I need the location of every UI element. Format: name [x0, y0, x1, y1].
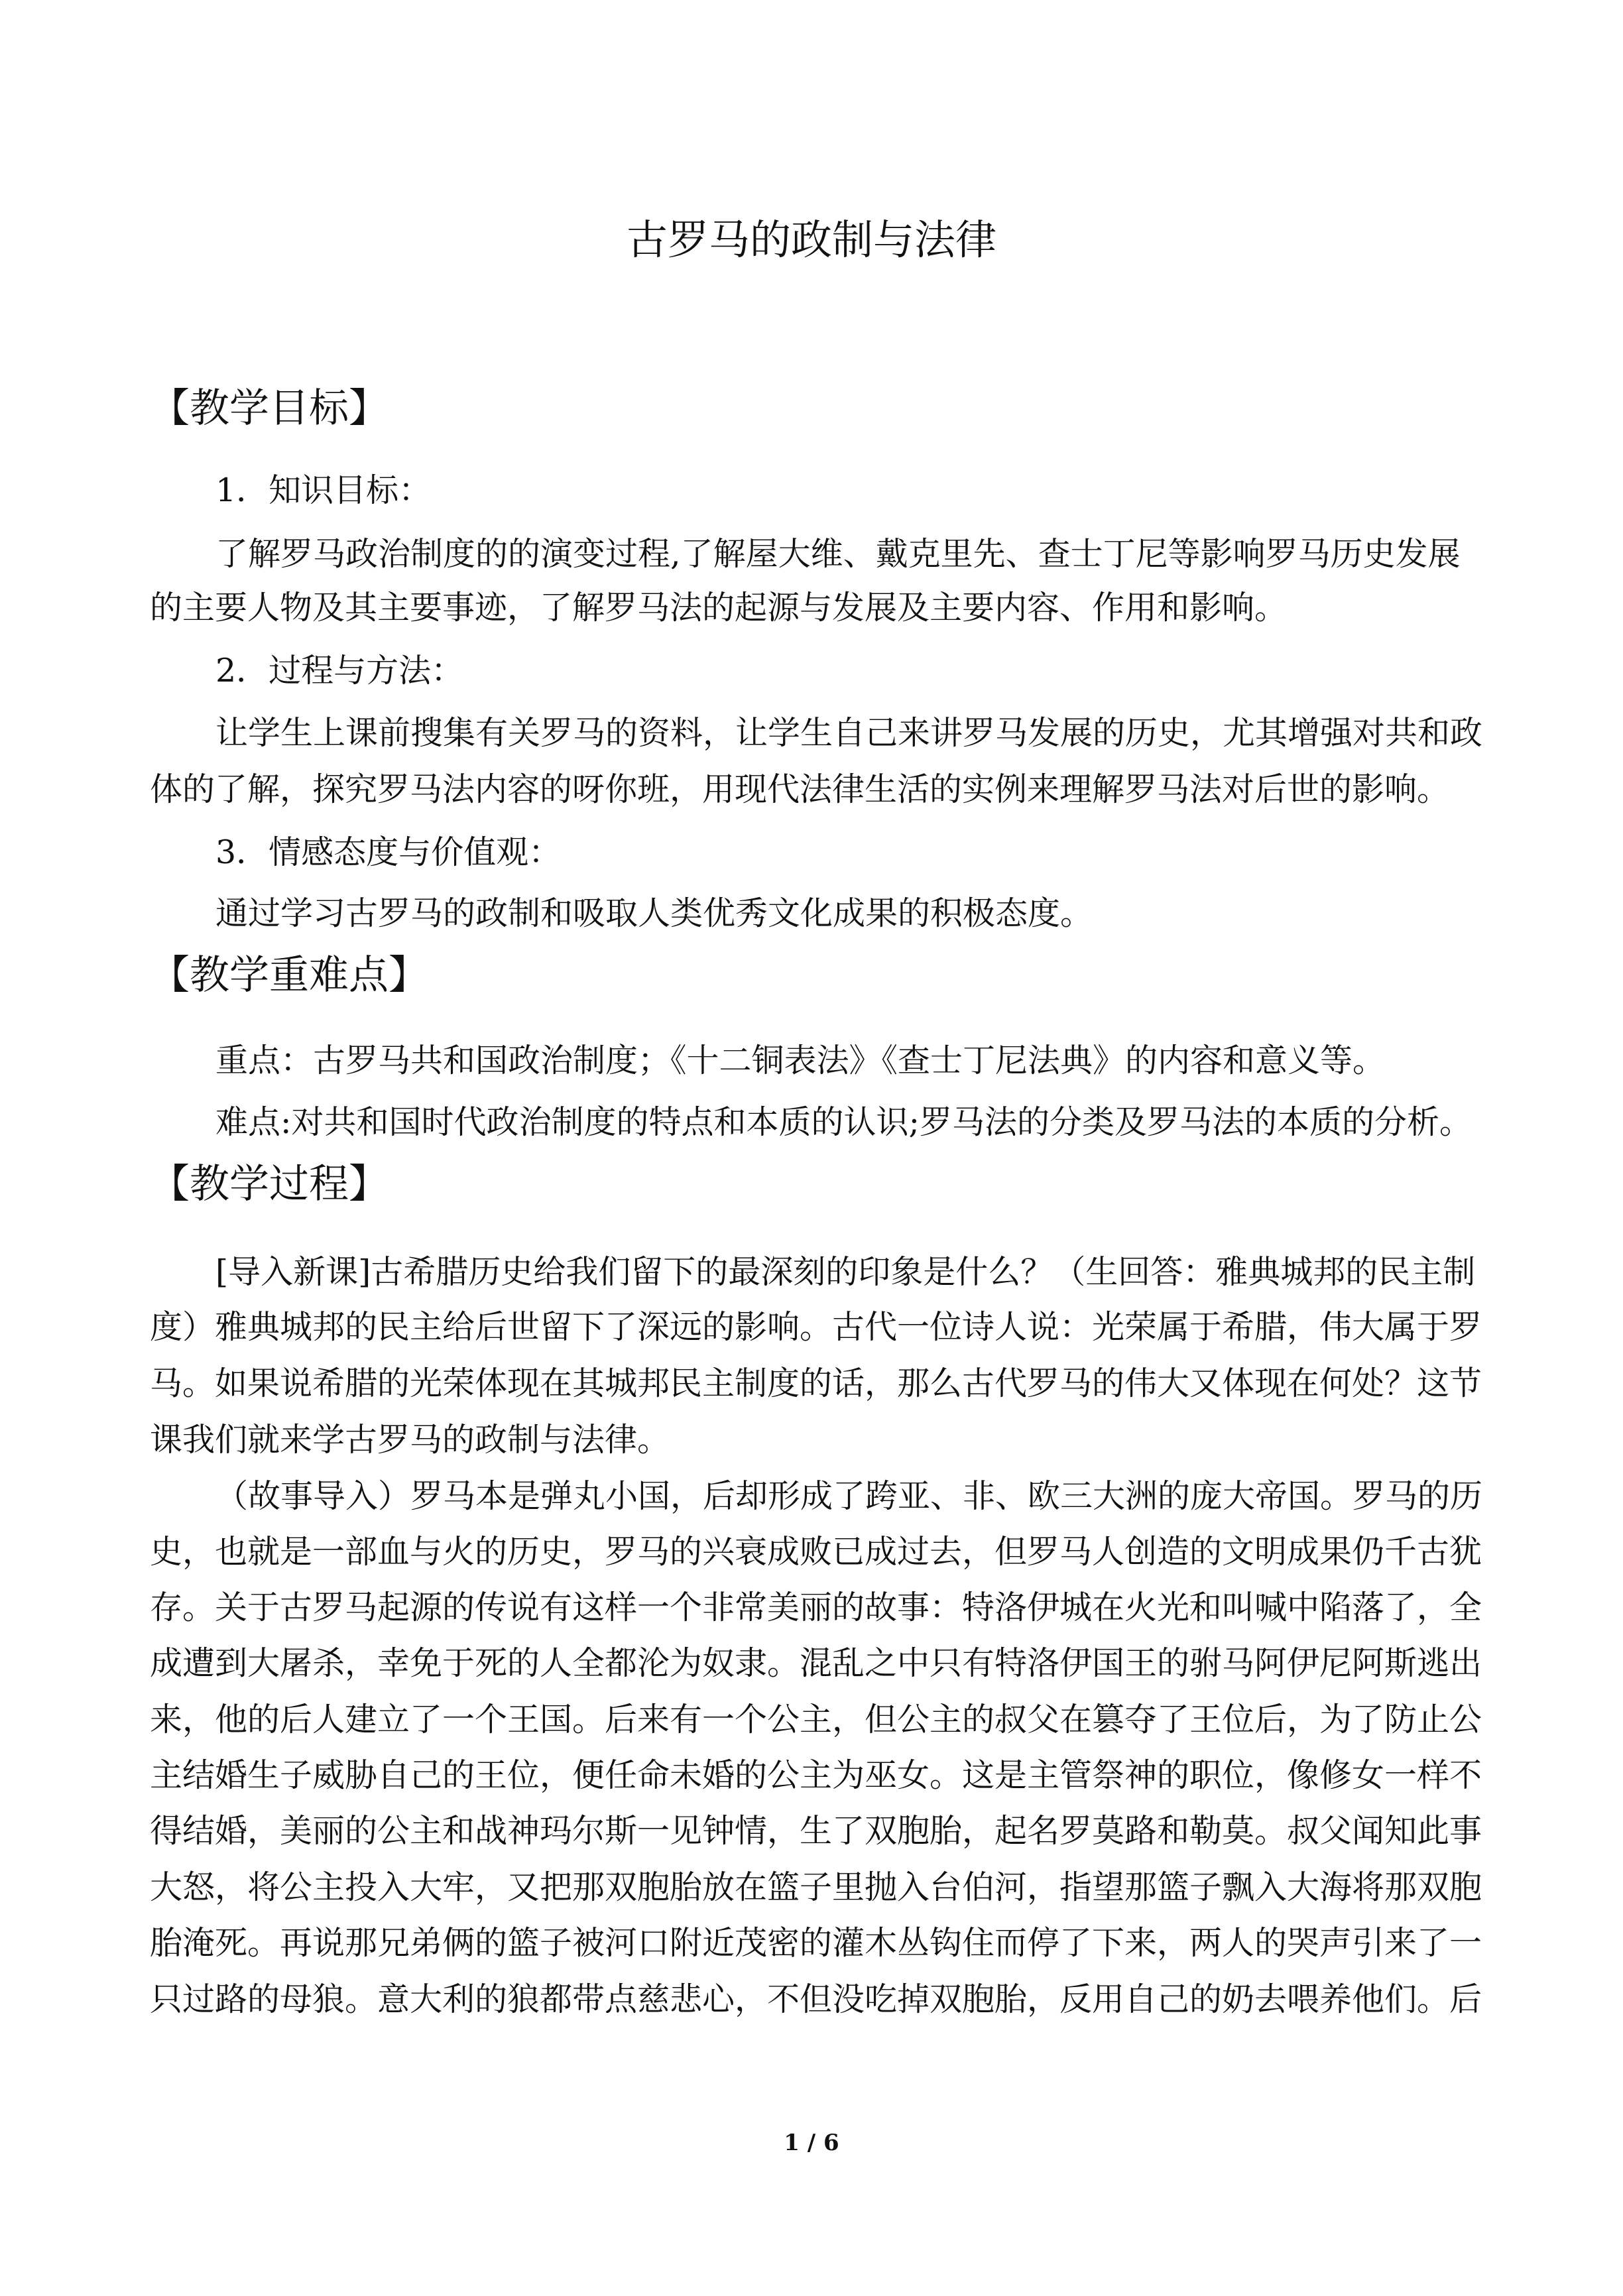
paragraph-line: 大怒，将公主投入大牢，又把那双胞胎放在篮子里抛入台伯河，指望那篮子飘入大海将那双胞	[150, 1868, 1482, 1906]
paragraph-line: 1．知识目标：	[215, 471, 432, 509]
paragraph-line: 史，也就是一部血与火的历史，罗马的兴衰成败已成过去，但罗马人创造的文明成果仍千古犹	[150, 1533, 1482, 1571]
paragraph-line: 重点：古罗马共和国政治制度；《十二铜表法》《查士丁尼法典》的内容和意义等。	[215, 1042, 1386, 1079]
paragraph-line: 让学生上课前搜集有关罗马的资料，让学生自己来讲罗马发展的历史，尤其增强对共和政	[215, 714, 1483, 752]
paragraph-line: 通过学习古罗马的政制和吸取人类优秀文化成果的积极态度。	[215, 894, 1093, 932]
paragraph-line: 度）雅典城邦的民主给后世留下了深远的影响。古代一位诗人说：光荣属于希腊，伟大属于罗	[150, 1308, 1482, 1346]
paragraph-line: 体的了解，探究罗马法内容的呀你班，用现代法律生活的实例来理解罗马法对后世的影响。	[150, 770, 1450, 808]
paragraph-line: 难点:对共和国时代政治制度的特点和本质的认识;罗马法的分类及罗马法的本质的分析。	[215, 1103, 1473, 1141]
section-heading-process: 【教学过程】	[150, 1161, 389, 1207]
paragraph-line: 3．情感态度与价值观：	[215, 833, 562, 871]
paragraph-line: 得结婚，美丽的公主和战神玛尔斯一见钟情，生了双胞胎，起名罗莫路和勒莫。叔父闻知此事	[150, 1812, 1482, 1850]
paragraph-line: 只过路的母狼。意大利的狼都带点慈悲心，不但没吃掉双胞胎，反用自己的奶去喂养他们。后	[150, 1980, 1482, 2018]
paragraph-line: 了解罗马政治制度的的演变过程,了解屋大维、戴克里先、查士丁尼等影响罗马历史发展	[215, 535, 1461, 573]
section-heading-objectives: 【教学目标】	[150, 385, 389, 432]
paragraph-line: 2．过程与方法：	[215, 652, 464, 690]
document-title: 古罗马的政制与法律	[626, 215, 996, 264]
paragraph-line: 主结婚生子威胁自己的王位，便任命未婚的公主为巫女。这是主管祭神的职位，像修女一样不	[150, 1756, 1482, 1794]
paragraph-line: （故事导入）罗马本是弹丸小国，后却形成了跨亚、非、欧三大洲的庞大帝国。罗马的历	[215, 1477, 1483, 1515]
paragraph-line: 存。关于古罗马起源的传说有这样一个非常美丽的故事：特洛伊城在火光和叫喊中陷落了，全	[150, 1589, 1482, 1626]
paragraph-line: 马。如果说希腊的光荣体现在其城邦民主制度的话，那么古代罗马的伟大又体现在何处？这节	[150, 1364, 1482, 1402]
paragraph-line: 的主要人物及其主要事迹，了解罗马法的起源与发展及主要内容、作用和影响。	[150, 589, 1288, 627]
section-heading-key-points: 【教学重难点】	[150, 952, 428, 998]
paragraph-line: [导入新课]古希腊历史给我们留下的最深刻的印象是什么？（生回答：雅典城邦的民主制	[215, 1253, 1476, 1291]
paragraph-line: 来，他的后人建立了一个王国。后来有一个公主，但公主的叔父在篡夺了王位后，为了防止公	[150, 1701, 1482, 1738]
paragraph-line: 成遭到大屠杀，幸免于死的人全都沦为奴隶。混乱之中只有特洛伊国王的驸马阿伊尼阿斯逃出	[150, 1644, 1482, 1682]
page-number: 1 / 6	[784, 2130, 839, 2156]
paragraph-line: 课我们就来学古罗马的政制与法律。	[150, 1421, 670, 1459]
paragraph-line: 胎淹死。再说那兄弟俩的篮子被河口附近茂密的灌木丛钩住而停了下来，两人的哭声引来了一	[150, 1924, 1482, 1962]
